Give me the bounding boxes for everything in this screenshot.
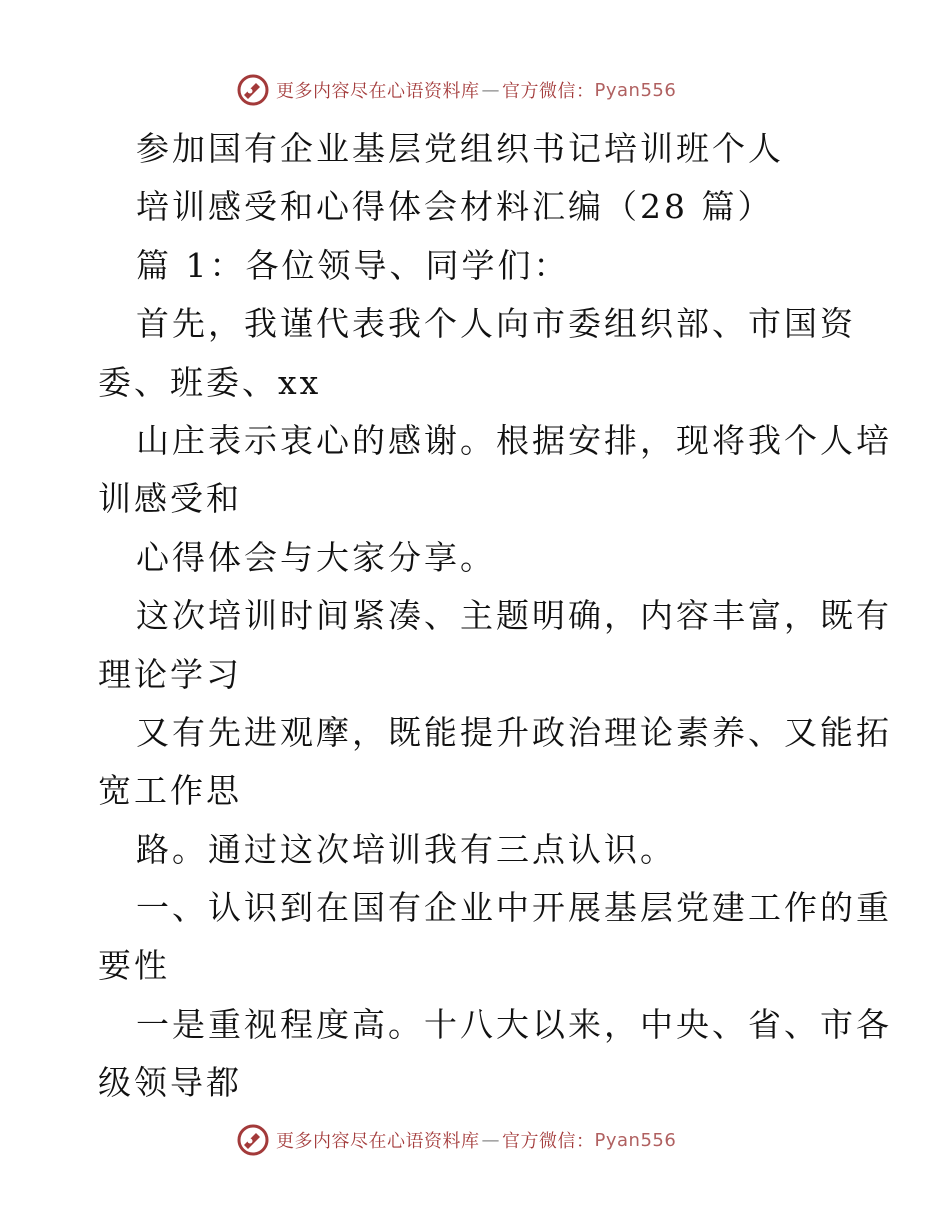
document-title-line-1: 参加国有企业基层党组织书记培训班个人 (136, 129, 784, 168)
document-title-line-2: 培训感受和心得体会材料汇编（28 篇） (136, 187, 774, 227)
paragraph-line: 训感受和 (98, 479, 242, 519)
watermark-main-text: 更多内容尽在心语资料库 (276, 81, 480, 102)
paragraph-line: 首先，我谨代表我个人向市委组织部、市国资 (136, 304, 856, 344)
watermark-separator: — (481, 1129, 500, 1151)
paragraph-line: 心得体会与大家分享。 (136, 537, 496, 577)
paragraph-line: 这次培训时间紧凑、主题明确，内容丰富，既有 (136, 596, 892, 636)
watermark-wechat-handle: Pyan556 (594, 79, 677, 101)
paragraph-line: 一是重视程度高。十八大以来，中央、省、市各 (136, 1004, 892, 1044)
header-watermark (236, 72, 676, 108)
brand-logo-icon (236, 1123, 270, 1157)
section-heading-line: 要性 (98, 946, 170, 986)
paragraph-line: 委、班委、xx (98, 362, 322, 402)
footer-watermark (236, 1122, 676, 1158)
paragraph-line: 篇 1：各位领导、同学们： (136, 245, 570, 285)
paragraph-line: 理论学习 (98, 654, 242, 694)
watermark-main-text: 更多内容尽在心语资料库 (276, 1131, 480, 1152)
paragraph-line: 山庄表示衷心的感谢。根据安排，现将我个人培 (136, 420, 892, 460)
paragraph-line: 宽工作思 (98, 771, 242, 811)
watermark-wechat-label: 官方微信： (502, 81, 595, 102)
brand-logo-icon (236, 73, 270, 107)
paragraph-line: 级领导都 (98, 1063, 242, 1103)
paragraph-line: 又有先进观摩，既能提升政治理论素养、又能拓 (136, 712, 892, 752)
document-body (98, 120, 892, 1113)
section-heading-line: 一、认识到在国有企业中开展基层党建工作的重 (136, 888, 892, 928)
watermark-separator: — (481, 79, 500, 101)
watermark-wechat-handle: Pyan556 (594, 1129, 677, 1151)
watermark-wechat-label: 官方微信： (502, 1131, 595, 1152)
paragraph-line: 路。通过这次培训我有三点认识。 (136, 829, 676, 869)
